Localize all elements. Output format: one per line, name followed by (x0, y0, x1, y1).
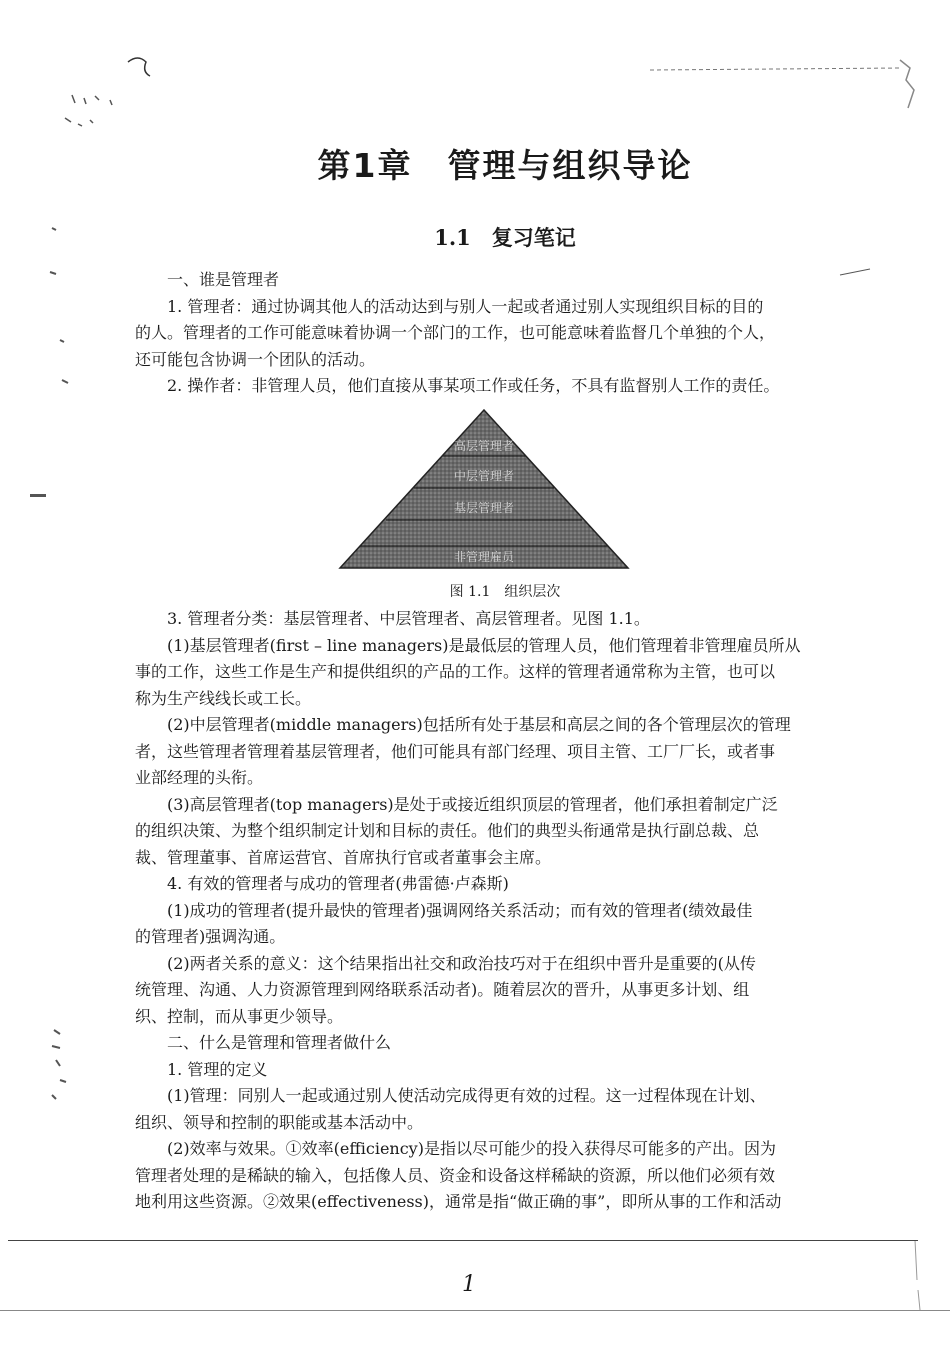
pyramid-level-first-line: 基层管理者 (453, 501, 515, 515)
chapter-title: 第1章 管理与组织导论 (317, 146, 693, 185)
paragraph-line: 裁、管理董事、首席运营官、首席执行官或者董事会主席。 (135, 847, 552, 867)
paragraph-line: 事的工作，这些工作是生产和提供组织的产品的工作。这样的管理者通常称为主管，也可以 (135, 662, 776, 681)
paragraph-line: 织、控制，而从事更少领导。 (135, 1006, 344, 1026)
paragraph-line: 还可能包含协调一个团队的活动。 (135, 349, 376, 369)
paragraph-line: (1)管理：同别人一起或通过别人使活动完成得更有效的过程。这一过程体现在计划、 (167, 1086, 766, 1105)
section-heading: 一、谁是管理者 (167, 270, 280, 289)
paragraph-line: 称为生产线线长或工长。 (135, 688, 312, 708)
paragraph-line: (2)两者关系的意义：这个结果指出社交和政治技巧对于在组织中晋升是重要的(从传 (167, 953, 756, 973)
paragraph-line: 的组织决策、为整个组织制定计划和目标的责任。他们的典型头衔通常是执行副总裁、总 (135, 821, 760, 840)
paragraph-line: 业部经理的头衔。 (135, 768, 264, 787)
page-number: 1 (462, 1272, 476, 1297)
section-heading: 二、什么是管理和管理者做什么 (167, 1033, 392, 1052)
figure-caption: 图 1.1 组织层次 (449, 584, 561, 600)
section-title: 1.1 复习笔记 (434, 225, 576, 250)
body-text-top (135, 267, 875, 400)
paragraph-line: 1. 管理者：通过协调其他人的活动达到与别人一起或者通过别人实现组织目标的目的 (167, 296, 764, 316)
paragraph-line: (2)效率与效果。①效率(efficiency)是指以尽可能少的投入获得尽可能多的产出。因为 (167, 1139, 776, 1158)
paragraph-line: 的管理者)强调沟通。 (135, 927, 286, 946)
pyramid-level-middle: 中层管理者 (453, 469, 515, 483)
paragraph-line: 地利用这些资源。②效果(effectiveness)，通常是指“做正确的事”，即所从事的工作和活动 (135, 1192, 782, 1211)
bottom-rule (0, 1310, 950, 1311)
paragraph-line: 2. 操作者：非管理人员，他们直接从事某项工作或任务，不具有监督别人工作的责任。 (167, 376, 780, 395)
paragraph-line: 3. 管理者分类：基层管理者、中层管理者、高层管理者。见图 1.1。 (167, 609, 650, 628)
body-text-bottom (135, 606, 875, 1216)
pyramid-shape (340, 410, 628, 568)
paragraph-line: 统管理、沟通、人力资源管理到网络联系活动者)。随着层次的晋升，从事更多计划、组 (135, 980, 750, 999)
pyramid-level-top: 高层管理者 (453, 439, 515, 453)
paragraph-line: 者，这些管理者管理着基层管理者，他们可能具有部门经理、项目主管、工厂厂长，或者事 (135, 741, 776, 761)
paragraph-line: 4. 有效的管理者与成功的管理者(弗雷德·卢森斯) (167, 874, 509, 893)
paragraph-line: 管理者处理的是稀缺的输入，包括像人员、资金和设备这样稀缺的资源，所以他们必须有效 (135, 1165, 776, 1185)
paragraph-line: (1)基层管理者(first – line managers)是最低层的管理人员，他们管理着非管理雇员所从 (167, 635, 801, 655)
footer-rule (8, 1240, 918, 1241)
paragraph-line: 1. 管理的定义 (167, 1059, 268, 1079)
paragraph-line: 的人。管理者的工作可能意味着协调一个部门的工作，也可能意味着监督几个单独的个人， (135, 323, 776, 342)
paragraph-line: (3)高层管理者(top managers)是处于或接近组织顶层的管理者，他们承担着制定广泛 (167, 794, 778, 814)
paragraph-line: (2)中层管理者(middle managers)包括所有处于基层和高层之间的各个管理层次的管理 (167, 715, 791, 734)
paragraph-line: 组织、领导和控制的职能或基本活动中。 (135, 1112, 424, 1132)
organization-pyramid-figure (338, 408, 630, 570)
pyramid-level-nonmanagerial: 非管理雇员 (453, 550, 515, 564)
paragraph-line: (1)成功的管理者(提升最快的管理者)强调网络关系活动；而有效的管理者(绩效最佳 (167, 900, 753, 920)
